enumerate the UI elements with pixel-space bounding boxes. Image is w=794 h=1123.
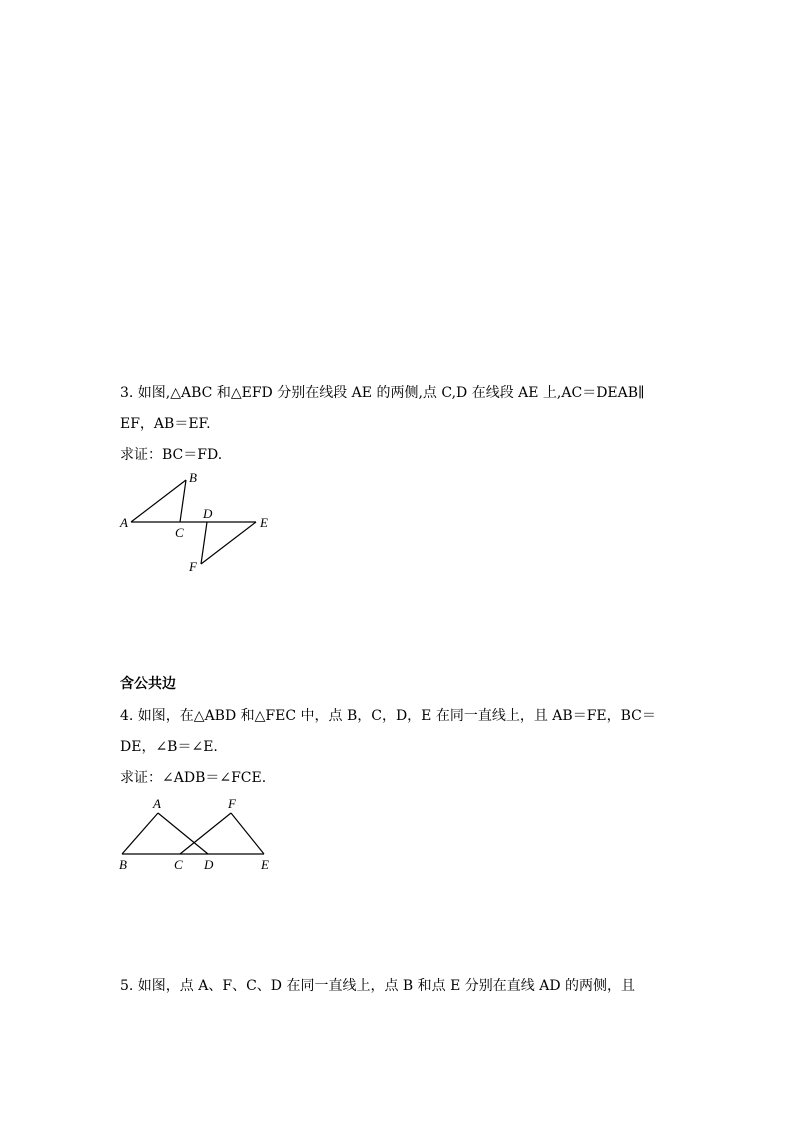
problem3-text-line2: EF，AB＝EF. [120, 416, 211, 432]
segment-FE [231, 813, 264, 854]
problem3-text-line1: 3. 如图,△ABC 和△EFD 分别在线段 AE 的两侧,点 C,D 在线段 AE 上,AC＝DEAB∥ [120, 385, 645, 401]
label-A: A [153, 796, 161, 811]
label-E: E [260, 515, 268, 530]
label-B: B [119, 857, 127, 872]
segment-BC [180, 480, 186, 522]
problem5-text-line1: 5. 如图，点 A、F、C、D 在同一直线上，点 B 和点 E 分别在直线 AD 的两侧，且 [120, 978, 636, 994]
label-D: D [203, 506, 213, 521]
segment-AB [131, 480, 186, 522]
problem4-prove-statement: 求证：∠ADB＝∠FCE. [120, 770, 267, 786]
label-C: C [174, 857, 183, 872]
section-heading: 含公共边 [120, 676, 176, 692]
segment-FC [180, 813, 231, 854]
segment-AD [158, 813, 208, 854]
label-B: B [189, 470, 197, 485]
label-A: A [120, 515, 128, 530]
problem3-prove-statement: 求证：BC＝FD. [120, 447, 223, 463]
segment-EF [201, 522, 256, 564]
segment-AB [122, 813, 158, 854]
label-F: F [189, 559, 197, 574]
label-C: C [175, 525, 184, 540]
label-D: D [204, 857, 214, 872]
problem4-text-line1: 4. 如图，在△ABD 和△FEC 中，点 B，C，D，E 在同一直线上，且 AB＝FE，BC＝ [120, 708, 656, 724]
problem4-text-line2: DE，∠B＝∠E. [120, 739, 218, 755]
label-F: F [228, 796, 236, 811]
segment-FD [201, 522, 207, 564]
label-E: E [261, 857, 269, 872]
